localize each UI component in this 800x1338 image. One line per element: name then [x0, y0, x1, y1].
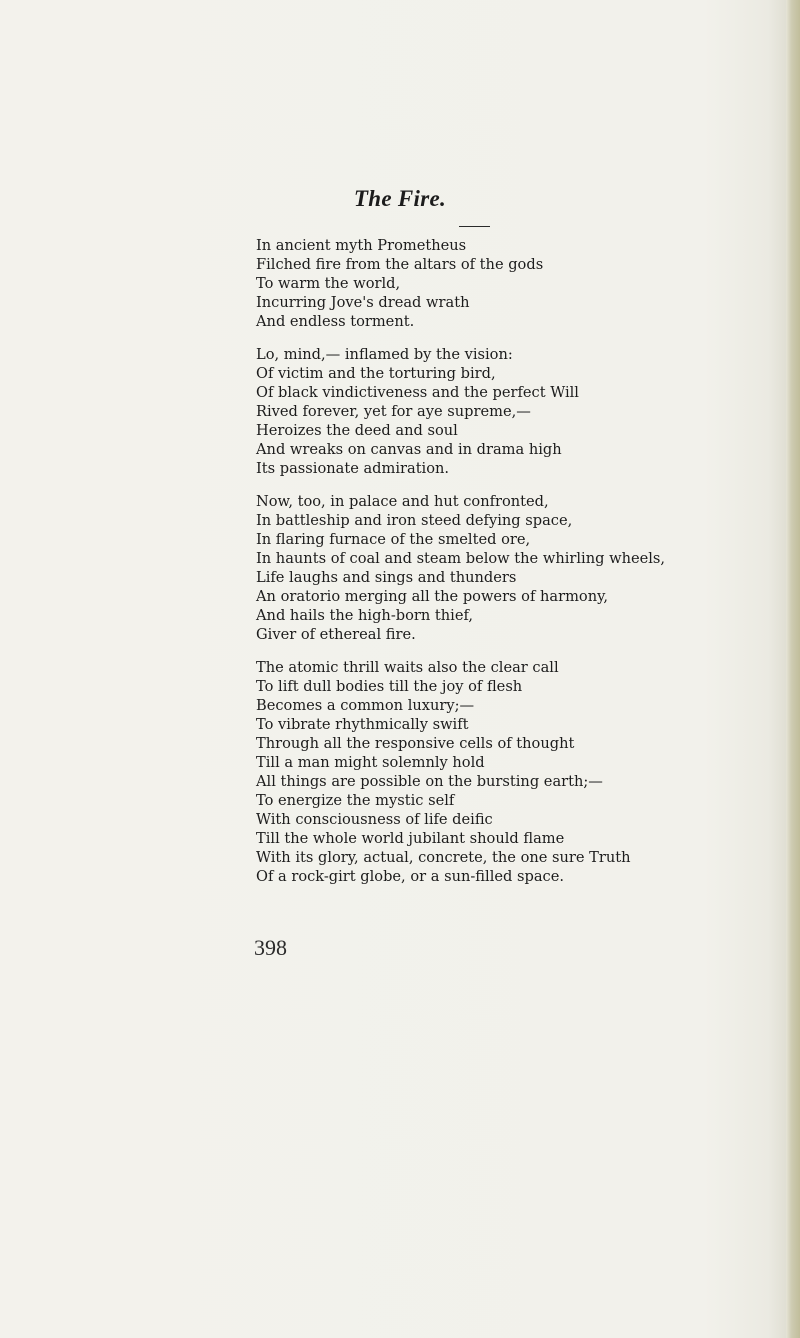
poem-title: The Fire.: [353, 186, 447, 211]
poem-line: In battleship and iron steed defying space,: [256, 512, 573, 529]
poem-line: Heroizes the deed and soul: [256, 422, 458, 439]
poem-line: In flaring furnace of the smelted ore,: [256, 531, 531, 548]
poem-line: And hails the high-born thief,: [256, 607, 473, 624]
poem-line: With consciousness of life deific: [256, 811, 493, 828]
poem-line: To warm the world,: [256, 275, 401, 292]
poem-body: [256, 236, 776, 900]
poem-line: Now, too, in palace and hut confronted,: [256, 493, 549, 510]
poem-line: Becomes a common luxury;—: [256, 697, 475, 714]
poem-line: Life laughs and sings and thunders: [256, 569, 517, 586]
poem-line: Its passionate admiration.: [256, 460, 450, 477]
poem-line: Of a rock-girt globe, or a sun-filled space.: [256, 868, 564, 885]
stanza: [256, 658, 776, 886]
poem-line: Of black vindictiveness and the perfect Will: [256, 384, 579, 401]
poem-line: Of victim and the torturing bird,: [256, 365, 496, 382]
poem-line: And wreaks on canvas and in drama high: [256, 441, 562, 458]
poem-line: Through all the responsive cells of thought: [256, 735, 575, 752]
poem-line: An oratorio merging all the powers of harmony,: [256, 588, 609, 605]
poem-line: Till the whole world jubilant should flame: [256, 830, 565, 847]
poem-line: In ancient myth Prometheus: [256, 237, 467, 254]
poem-line: To lift dull bodies till the joy of flesh: [256, 678, 523, 695]
poem-line: And endless torment.: [256, 313, 415, 330]
title-rule: [459, 226, 490, 227]
poem-line: The atomic thrill waits also the clear call: [256, 659, 559, 676]
poem-line: To energize the mystic self: [256, 792, 455, 809]
poem-line: With its glory, actual, concrete, the one sure Truth: [256, 849, 631, 866]
stanza: [256, 236, 776, 331]
poem-line: Rived forever, yet for aye supreme,—: [256, 403, 531, 420]
poem-line: Till a man might solemnly hold: [256, 754, 485, 771]
stanza: [256, 345, 776, 478]
page-number: 398: [254, 935, 287, 960]
poem-line: Incurring Jove's dread wrath: [256, 294, 470, 311]
poem-line: Lo, mind,— inflamed by the vision:: [256, 346, 513, 363]
poem-line: To vibrate rhythmically swift: [256, 716, 469, 733]
stanza: [256, 492, 776, 644]
poem-line: All things are possible on the bursting earth;—: [256, 773, 603, 790]
poem-line: In haunts of coal and steam below the whirling wheels,: [256, 550, 666, 567]
poem-line: Giver of ethereal fire.: [256, 626, 416, 643]
poem-line: Filched fire from the altars of the gods: [256, 256, 544, 273]
